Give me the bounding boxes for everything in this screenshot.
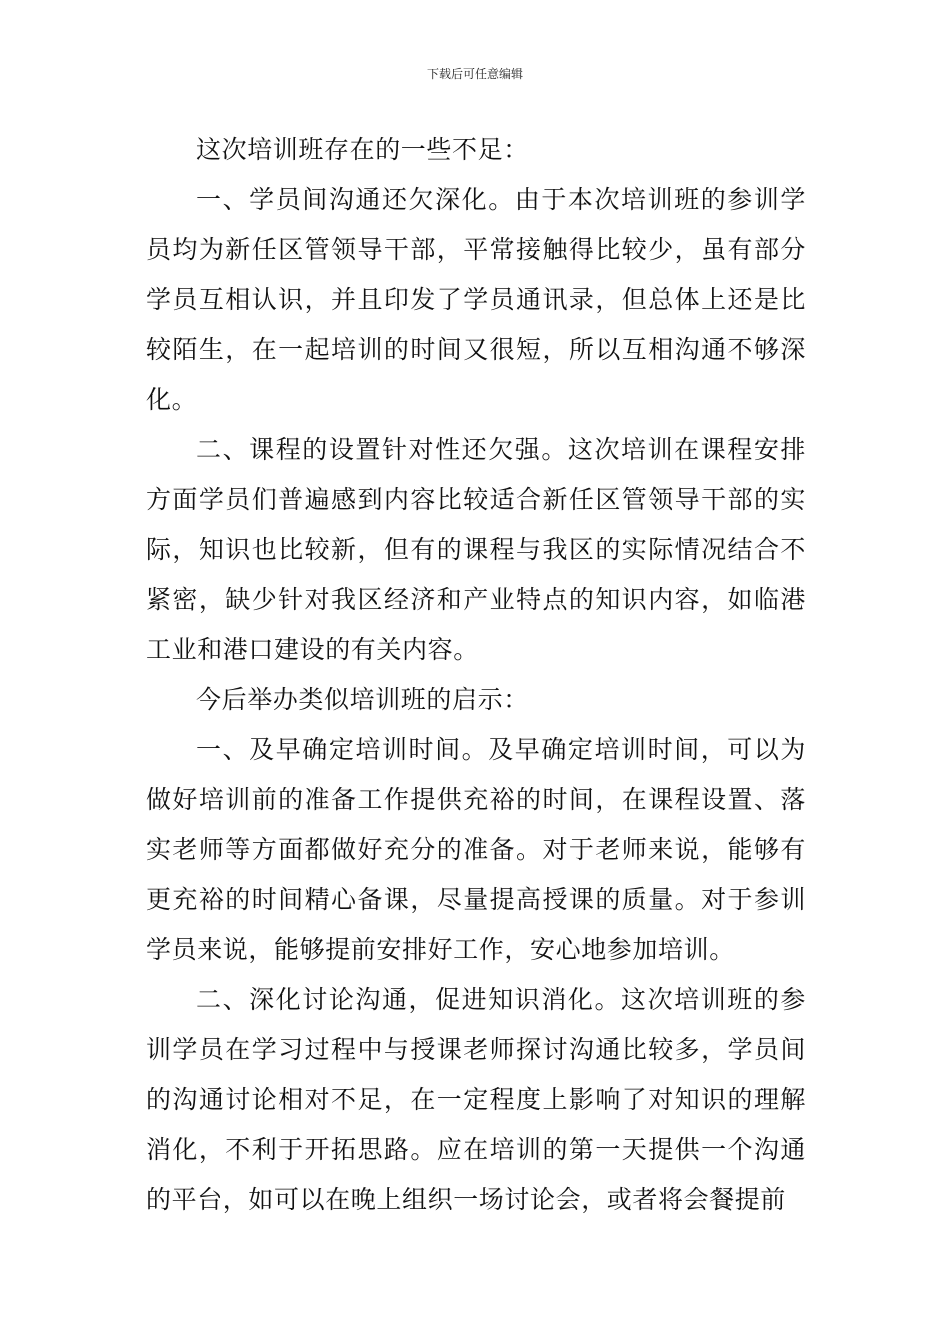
paragraph-lessons-heading: 今后举办类似培训班的启示： [196, 685, 529, 714]
paragraph-shortcoming-2: 二、课程的设置针对性还欠强。这次培训在课程安排方面学员们普遍感到内容比较适合新任区管领导干部的实际，知识也比较新，但有的课程与我区的实际情况结合不紧密，缺少针对我区经济和产业特点的知识内容，如临港工业和港口建设的有关内容。 [146, 435, 806, 664]
paragraph-shortcomings-heading: 这次培训班存在的一些不足： [196, 135, 529, 164]
paragraph-shortcoming-1: 一、学员间沟通还欠深化。由于本次培训班的参训学员均为新任区管领导干部，平常接触得比较少，虽有部分学员互相认识，并且印发了学员通讯录，但总体上还是比较陌生，在一起培训的时间又很短，所以互相沟通不够深化。 [146, 185, 806, 414]
document-body [146, 125, 806, 1225]
paragraph-lesson-1: 一、及早确定培训时间。及早确定培训时间，可以为做好培训前的准备工作提供充裕的时间，在课程设置、落实老师等方面都做好充分的准备。对于老师来说，能够有更充裕的时间精心备课，尽量提高授课的质量。对于参训学员来说，能够提前安排好工作，安心地参加培训。 [146, 735, 806, 964]
header-note: 下载后可任意编辑 [426, 67, 523, 81]
paragraph-lesson-2: 二、深化讨论沟通，促进知识消化。这次培训班的参训学员在学习过程中与授课老师探讨沟通比较多，学员间的沟通讨论相对不足，在一定程度上影响了对知识的理解消化，不利于开拓思路。应在培训的第一天提供一个沟通的平台，如可以在晚上组织一场讨论会，或者将会餐提前 [146, 985, 806, 1214]
